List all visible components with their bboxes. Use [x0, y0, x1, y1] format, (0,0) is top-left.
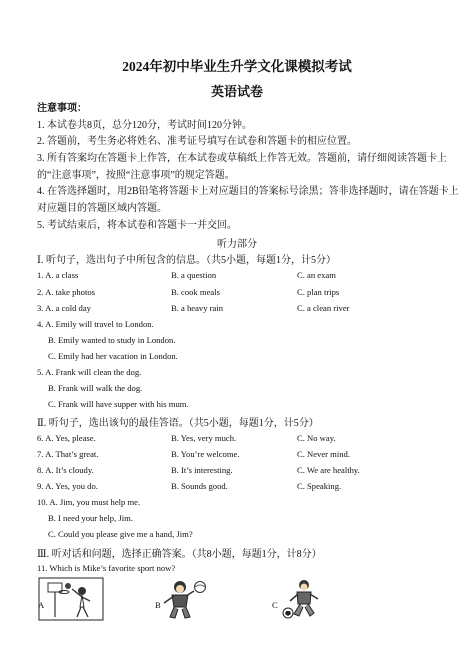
q4-option-a: 4. A. Emily will travel to London. [37, 319, 154, 329]
q10-option-b: B. I need your help, Jim. [48, 513, 133, 523]
q3-option-a: 3. A. a cold day [37, 303, 91, 313]
q5-option-a: 5. A. Frank will clean the dog. [37, 367, 142, 377]
q2-option-b: B. cook meals [171, 287, 220, 297]
section-2-heading: Ⅱ. 听句子，选出该句的最佳答语。（共5小题，每题1分，计5分） [37, 418, 319, 429]
q2-option-c: C. plan trips [297, 287, 340, 297]
q8-option-c: C. We are healthy. [297, 465, 360, 475]
option-b-label: B [155, 600, 161, 610]
option-a-label: A [38, 600, 45, 610]
notes-heading: 注意事项： [37, 103, 87, 114]
q7-option-a: 7. A. That’s great. [37, 449, 99, 459]
q1-option-a: 1. A. a class [37, 270, 79, 280]
q6-option-a: 6. A. Yes, please. [37, 433, 96, 443]
q9-option-c: C. Speaking. [297, 481, 342, 491]
note-line: 1. 本试卷共8页，总分120分，考试时间120分钟。 [37, 120, 252, 131]
q4-option-c: C. Emily had her vacation in London. [48, 351, 178, 361]
q11-question: 11. Which is Mike’s favorite sport now? [37, 563, 176, 573]
basketball-player-icon [38, 577, 104, 621]
section-1-heading: Ⅰ. 听句子，选出句子中所包含的信息。（共5小题，每题1分，计5分） [37, 255, 336, 266]
note-line: 2. 答题前，考生务必将姓名、准考证号填写在试卷和答题卡的相应位置。 [37, 136, 357, 147]
soccer-player-icon [270, 577, 336, 621]
listening-part-title: 听力部分 [217, 239, 257, 250]
note-line: 对应题目的答题区域内答题。 [37, 203, 167, 214]
volleyball-player-icon [150, 577, 216, 621]
q8-option-a: 8. A. It’s cloudy. [37, 465, 94, 475]
q3-option-b: B. a heavy rain [171, 303, 224, 313]
q2-option-a: 2. A. take photos [37, 287, 96, 297]
q3-option-c: C. a clean river [297, 303, 350, 313]
option-c-label: C [272, 600, 278, 610]
q6-option-c: C. No way. [297, 433, 336, 443]
exam-subtitle: 英语试卷 [210, 84, 263, 99]
note-line: 5. 考试结束后，将本试卷和答题卡一并交回。 [37, 220, 237, 231]
q9-option-a: 9. A. Yes, you do. [37, 481, 98, 491]
q10-option-c: C. Could you please give me a hand, Jim? [48, 529, 193, 539]
q7-option-c: C. Never mind. [297, 449, 350, 459]
q5-option-b: B. Frank will walk the dog. [48, 383, 143, 393]
q10-option-a: 10. A. Jim, you must help me. [37, 497, 141, 507]
q7-option-b: B. You’re welcome. [171, 449, 240, 459]
q8-option-b: B. It’s interesting. [171, 465, 233, 475]
q5-option-c: C. Frank will have supper with his mum. [48, 399, 189, 409]
note-line: 的“注意事项”，按照“注意事项”的规定答题。 [37, 170, 235, 181]
exam-title: 2024年初中毕业生升学文化课模拟考试 [122, 59, 352, 74]
q1-option-c: C. an exam [297, 270, 336, 280]
section-3-heading: Ⅲ. 听对话和问题，选择正确答案。（共8小题，每题1分，计8分） [37, 549, 322, 560]
q9-option-b: B. Sounds good. [171, 481, 228, 491]
q1-option-b: B. a question [171, 270, 217, 280]
note-line: 4. 在答选择题时，用2B铅笔将答题卡上对应题目的答案标号涂黑；答非选择题时，请在答题卡上 [37, 186, 459, 197]
q6-option-b: B. Yes, very much. [171, 433, 237, 443]
q4-option-b: B. Emily wanted to study in London. [48, 335, 176, 345]
note-line: 3. 所有答案均在答题卡上作答，在本试卷或草稿纸上作答无效。答题前，请仔细阅读答题卡上 [37, 153, 447, 164]
